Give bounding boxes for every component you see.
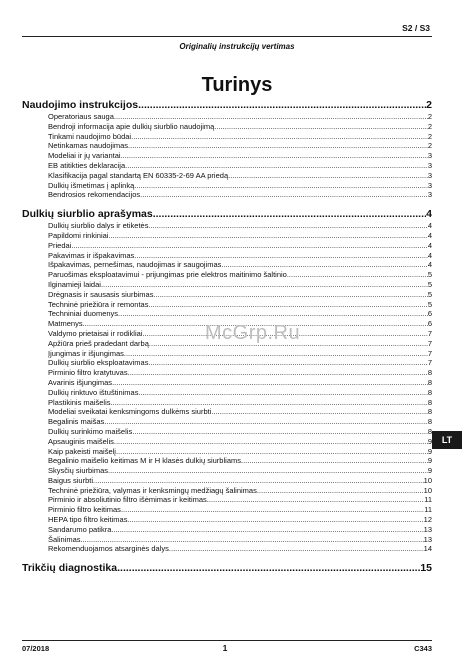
toc-entry[interactable] bbox=[22, 251, 432, 261]
toc-entry-page: 10 bbox=[423, 485, 432, 495]
toc-leader-dots bbox=[169, 544, 424, 554]
toc-entry-page: 7 bbox=[427, 358, 432, 368]
toc-entry[interactable] bbox=[22, 241, 432, 251]
toc-leader-dots bbox=[132, 427, 428, 437]
toc-entry[interactable] bbox=[22, 358, 432, 368]
toc-entry-page: 10 bbox=[423, 475, 432, 485]
toc-entry[interactable] bbox=[22, 171, 432, 181]
toc-leader-dots bbox=[93, 476, 424, 486]
toc-entry-label: Dulkių išmetimas į aplinką bbox=[48, 180, 135, 190]
toc-entry[interactable] bbox=[22, 368, 432, 378]
toc-leader-dots bbox=[114, 112, 428, 122]
toc-entry[interactable] bbox=[22, 290, 432, 300]
toc-entry-page: 2 bbox=[427, 131, 432, 141]
toc-section bbox=[22, 561, 432, 575]
toc-entry-label: Papildomi rinkiniai bbox=[48, 230, 109, 240]
toc-entry[interactable] bbox=[22, 221, 432, 231]
toc-entry-page: 8 bbox=[427, 407, 432, 417]
toc-entry[interactable] bbox=[22, 407, 432, 417]
toc-entry[interactable] bbox=[22, 525, 432, 535]
toc-section-heading[interactable] bbox=[22, 98, 432, 112]
toc-entry-label: Rekomenduojamos atsarginės dalys bbox=[48, 544, 169, 554]
toc-leader-dots bbox=[101, 280, 428, 290]
toc-leader-dots bbox=[257, 486, 424, 496]
toc-entry-page: 11 bbox=[424, 495, 432, 505]
toc-leader-dots bbox=[228, 171, 428, 181]
toc-entry-page: 8 bbox=[427, 397, 432, 407]
toc-entry[interactable] bbox=[22, 161, 432, 171]
toc-entry-label: Avarinis išjungimas bbox=[48, 377, 113, 387]
toc-entry[interactable] bbox=[22, 447, 432, 457]
toc-entry-label: Techninė priežiūra ir remontas bbox=[48, 299, 149, 309]
toc-leader-dots bbox=[111, 398, 428, 408]
toc-entry-label: Modeliai sveikatai kenksmingoms dulkėms siurbti bbox=[48, 407, 212, 417]
toc-entry[interactable] bbox=[22, 505, 432, 515]
toc-leader-dots bbox=[125, 161, 428, 171]
toc-entry[interactable] bbox=[22, 495, 432, 505]
toc-entry-page: 14 bbox=[423, 544, 432, 554]
toc-entry[interactable] bbox=[22, 515, 432, 525]
toc-leader-dots bbox=[117, 561, 420, 575]
toc-leader-dots bbox=[81, 535, 424, 545]
toc-entry-label: Techninė priežiūra, valymas ir kenksmingų medžiagų šalinimas bbox=[48, 485, 257, 495]
toc-leader-dots bbox=[108, 466, 428, 476]
language-tab: LT bbox=[432, 431, 462, 449]
toc-entry-page: 13 bbox=[423, 524, 432, 534]
toc-entry-label: Modeliai ir jų variantai bbox=[48, 151, 121, 161]
toc-entry-page: 6 bbox=[427, 319, 432, 329]
toc-leader-dots bbox=[153, 290, 427, 300]
toc-entry[interactable] bbox=[22, 349, 432, 359]
toc-entry-page: 8 bbox=[427, 377, 432, 387]
toc-leader-dots bbox=[207, 495, 424, 505]
toc-entry-page: 4 bbox=[427, 230, 432, 240]
toc-entry-label: Paruošimas eksploatavimui - prijungimas prie elektros maitinimo šaltinio bbox=[48, 270, 287, 280]
toc-entry-page: 2 bbox=[427, 112, 432, 121]
toc-leader-dots bbox=[138, 388, 427, 398]
toc-entry[interactable] bbox=[22, 151, 432, 161]
toc-leader-dots bbox=[214, 122, 427, 132]
toc-section-title: Trikčių diagnostika bbox=[22, 562, 118, 575]
toc-entry-page: 5 bbox=[427, 279, 432, 289]
toc-entry-page: 5 bbox=[427, 289, 432, 299]
toc-entry-page: 3 bbox=[427, 180, 432, 190]
toc-entry[interactable] bbox=[22, 417, 432, 427]
toc-leader-dots bbox=[121, 151, 428, 161]
toc-entry-label: Apsauginis maišelis bbox=[48, 436, 114, 446]
toc-entry-page: 9 bbox=[427, 436, 432, 446]
toc-entry-label: EB atitikties deklaracija bbox=[48, 160, 126, 170]
toc-entry-page: 11 bbox=[424, 505, 432, 515]
document-code: C343 bbox=[414, 644, 432, 653]
toc-entry[interactable] bbox=[22, 231, 432, 241]
watermark: McGrp.Ru bbox=[205, 322, 301, 344]
toc-entry[interactable] bbox=[22, 181, 432, 191]
toc-entry[interactable] bbox=[22, 476, 432, 486]
toc-entry-label: Dulkių surinkimo maišelis bbox=[48, 426, 133, 436]
toc-entry-label: Matmenys bbox=[48, 319, 83, 329]
toc-leader-dots bbox=[211, 407, 427, 417]
toc-entry-label: Kaip pakeisti maišelį bbox=[48, 446, 116, 456]
toc-entry-label: Bendrosios rekomendacijos bbox=[48, 190, 141, 200]
toc-entry-label: Pirminio ir absoliutinio filtro išėmimas ir keitimas bbox=[48, 495, 207, 505]
toc-leader-dots bbox=[134, 181, 428, 191]
toc-section-heading[interactable] bbox=[22, 207, 432, 221]
toc-entry-label: Dulkių siurblio dalys ir etiketės bbox=[48, 221, 149, 231]
toc-entry-label: Netinkamas naudojimas bbox=[48, 141, 129, 151]
toc-leader-dots bbox=[121, 505, 424, 515]
toc-entry-label: Ilginamieji laidai bbox=[48, 279, 101, 289]
toc-entry-label: Įjungimas ir išjungimas bbox=[48, 348, 124, 358]
toc-entry[interactable] bbox=[22, 486, 432, 496]
toc-leader-dots bbox=[108, 231, 427, 241]
document-subtitle: Originalių instrukcijų vertimas bbox=[179, 42, 295, 51]
toc-entry-page: 6 bbox=[427, 309, 432, 319]
toc-entry-label: Tinkami naudojimo būdai bbox=[48, 131, 132, 141]
toc-leader-dots bbox=[148, 221, 427, 231]
toc-entry-label: Klasifikacija pagal standartą EN 60335-2-69 AA priedą bbox=[48, 170, 229, 180]
toc-entry-page: 7 bbox=[427, 348, 432, 358]
toc-entry-page: 7 bbox=[427, 328, 432, 338]
toc-entry[interactable] bbox=[22, 427, 432, 437]
toc-entry-page: 4 bbox=[427, 240, 432, 250]
toc-leader-dots bbox=[116, 447, 428, 457]
toc-leader-dots bbox=[148, 358, 427, 368]
toc-entry-label: Drėgnasis ir sausasis siurbimas bbox=[48, 289, 154, 299]
toc-entry-label: Išpakavimas, pernešimas, naudojimas ir saugojimas bbox=[48, 260, 222, 270]
toc-leader-dots bbox=[287, 270, 428, 280]
toc-entry[interactable] bbox=[22, 466, 432, 476]
toc-entry[interactable] bbox=[22, 300, 432, 310]
toc-entry-page: 4 bbox=[427, 250, 432, 260]
toc-entry[interactable] bbox=[22, 112, 432, 122]
toc-section-heading[interactable] bbox=[22, 561, 432, 575]
toc-entry-label: Bendroji informacija apie dulkių siurblio naudojimą bbox=[48, 121, 215, 131]
toc-leader-dots bbox=[128, 368, 428, 378]
toc-entry[interactable] bbox=[22, 190, 432, 200]
toc-entry-label: Techniniai duomenys bbox=[48, 309, 119, 319]
toc-entry-label: Begalinis maišas bbox=[48, 417, 105, 427]
toc-leader-dots bbox=[124, 349, 428, 359]
toc-entry-page: 4 bbox=[427, 260, 432, 270]
toc-entry-page: 3 bbox=[427, 170, 432, 180]
toc-entry-page: 8 bbox=[427, 387, 432, 397]
footer-date: 07/2018 bbox=[22, 644, 50, 653]
toc-entry[interactable] bbox=[22, 378, 432, 388]
toc-section-title: Dulkių siurblio aprašymas bbox=[22, 208, 153, 221]
model-label: S2 / S3 bbox=[402, 23, 430, 33]
toc-entry[interactable] bbox=[22, 141, 432, 151]
toc-entry-label: Operatoriaus sauga bbox=[48, 112, 114, 121]
toc-entry-label: Skysčių siurbimas bbox=[48, 466, 109, 476]
toc-section-page: 2 bbox=[426, 99, 432, 111]
toc-entry-label: Šalinimas bbox=[48, 534, 81, 544]
toc-section bbox=[22, 207, 432, 554]
toc-section-title: Naudojimo instrukcijos bbox=[22, 99, 139, 111]
toc-leader-dots bbox=[138, 98, 426, 112]
toc-entry-label: Apžiūra prieš pradedant darbą bbox=[48, 338, 149, 348]
toc-entry[interactable] bbox=[22, 437, 432, 447]
toc-leader-dots bbox=[114, 437, 428, 447]
toc-section-page: 4 bbox=[426, 208, 432, 221]
toc-entry[interactable] bbox=[22, 544, 432, 554]
toc-entry[interactable] bbox=[22, 388, 432, 398]
toc-entry-page: 3 bbox=[427, 160, 432, 170]
toc-entry-label: Sandarumo patikra bbox=[48, 524, 112, 534]
toc-entry-label: Pirminio filtro keitimas bbox=[48, 505, 121, 515]
page-number: 1 bbox=[222, 643, 228, 653]
toc-entry[interactable] bbox=[22, 260, 432, 270]
toc-leader-dots bbox=[140, 190, 428, 200]
toc-entry-label: Dulkių siurblio eksploatavimas bbox=[48, 358, 149, 368]
toc-leader-dots bbox=[148, 300, 427, 310]
toc-leader-dots bbox=[153, 207, 426, 221]
toc-entry-page: 8 bbox=[427, 417, 432, 427]
toc-entry-page: 8 bbox=[427, 426, 432, 436]
toc-entry[interactable] bbox=[22, 309, 432, 319]
toc-entry-page: 5 bbox=[427, 270, 432, 280]
toc-entry-page: 9 bbox=[427, 446, 432, 456]
toc-leader-dots bbox=[112, 378, 428, 388]
toc-entry-label: Baigus siurbti bbox=[48, 475, 94, 485]
toc-entry-label: Begalinio maišelio keitimas M ir H klasės dulkių siurbliams bbox=[48, 456, 241, 466]
toc-entry-label: Pirminio filtro kratytuvas bbox=[48, 368, 128, 378]
toc-entry-label: Pakavimas ir išpakavimas bbox=[48, 250, 135, 260]
toc-entry-page: 12 bbox=[423, 515, 432, 525]
toc-leader-dots bbox=[127, 515, 423, 525]
toc-section bbox=[22, 98, 432, 200]
toc-entry-label: Priedai bbox=[48, 240, 72, 250]
toc-entry-label: HEPA tipo filtro keitimas bbox=[48, 515, 128, 525]
header-divider bbox=[22, 36, 432, 37]
toc-entry[interactable] bbox=[22, 398, 432, 408]
toc-entry[interactable] bbox=[22, 535, 432, 545]
toc-entry[interactable] bbox=[22, 122, 432, 132]
toc-leader-dots bbox=[111, 525, 423, 535]
toc-entry-page: 13 bbox=[423, 534, 432, 544]
toc-leader-dots bbox=[241, 456, 428, 466]
toc-entry-page: 2 bbox=[427, 141, 432, 151]
toc-leader-dots bbox=[104, 417, 428, 427]
toc-entry-page: 3 bbox=[427, 190, 432, 200]
toc-entry-page: 7 bbox=[427, 338, 432, 348]
toc-entry[interactable] bbox=[22, 270, 432, 280]
toc-leader-dots bbox=[71, 241, 427, 251]
toc-entry[interactable] bbox=[22, 280, 432, 290]
page-title: Turinys bbox=[201, 74, 273, 96]
toc-entry-page: 8 bbox=[427, 368, 432, 378]
toc-section-page: 15 bbox=[420, 562, 432, 575]
toc-entry[interactable] bbox=[22, 132, 432, 142]
footer-divider bbox=[22, 640, 432, 641]
toc-entry-page: 5 bbox=[427, 299, 432, 309]
toc-entry[interactable] bbox=[22, 456, 432, 466]
toc-leader-dots bbox=[128, 141, 428, 151]
toc-entry-page: 4 bbox=[427, 221, 432, 231]
toc-entry-label: Plastikinis maišelis bbox=[48, 397, 111, 407]
toc-entry-label: Dulkių rinktuvo ištuštinimas bbox=[48, 387, 139, 397]
toc-leader-dots bbox=[131, 132, 428, 142]
toc-leader-dots bbox=[118, 309, 428, 319]
toc-entry-page: 9 bbox=[427, 466, 432, 476]
toc-entry-label: Valdymo prietaisai ir rodikliai bbox=[48, 328, 143, 338]
toc-leader-dots bbox=[221, 260, 427, 270]
toc-entry-page: 2 bbox=[427, 121, 432, 131]
toc-entry-page: 3 bbox=[427, 151, 432, 161]
toc-entry-page: 9 bbox=[427, 456, 432, 466]
toc-leader-dots bbox=[134, 251, 428, 261]
